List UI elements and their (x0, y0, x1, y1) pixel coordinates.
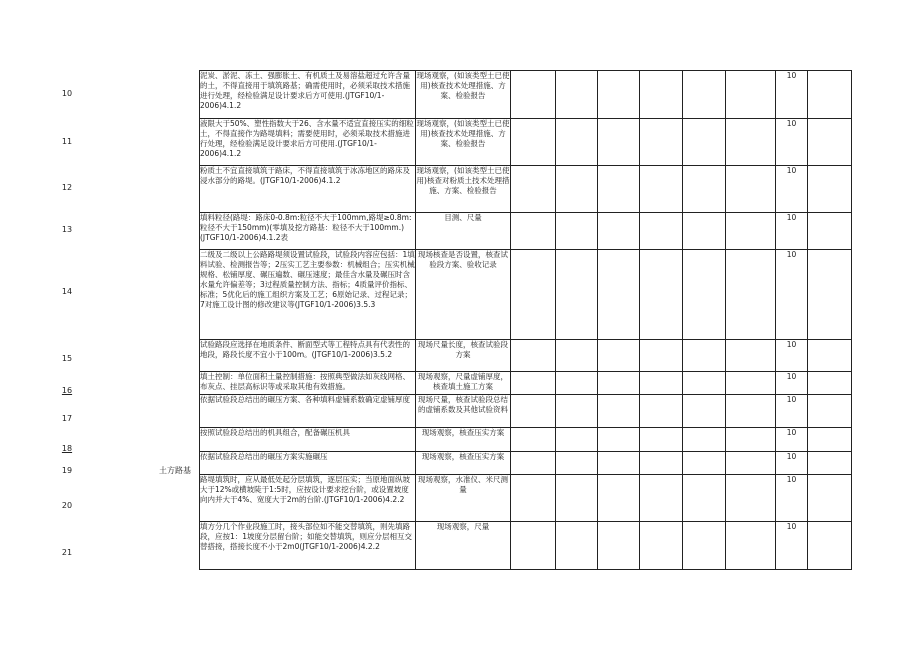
score-cell: 10 (776, 166, 808, 213)
row-number: 21 (61, 548, 73, 557)
empty-cell (683, 452, 726, 475)
row-number: 14 (61, 287, 73, 296)
method-cell: 现场观察，(如该类型土已使用)核查技术处理措施、方案、检验报告 (416, 71, 511, 119)
empty-cell (640, 340, 683, 372)
empty-cell (726, 340, 776, 372)
empty-cell (556, 372, 598, 395)
empty-cell (808, 71, 852, 119)
requirement-cell: 粉质土不宜直接填筑于路床，不得直接填筑于冰冻地区的路床及浸水部分的路堤。(JTGF10/1-2006)4.1.2 (200, 166, 416, 213)
requirement-cell: 填料粒径(路堤：路床0-0.8m:粒径不大于100mm,路堤≥0.8m:粒径不大于150mm)(零填及挖方路基：粒径不大于100mm.)(JTGF10/1-2006)4.1.2表 (200, 213, 416, 250)
empty-cell (726, 166, 776, 213)
row-number: 15 (61, 354, 73, 363)
empty-cell (683, 475, 726, 522)
empty-cell (511, 522, 556, 570)
empty-cell (598, 119, 640, 166)
empty-cell (683, 119, 726, 166)
empty-cell (726, 522, 776, 570)
empty-cell (511, 395, 556, 428)
empty-cell (556, 428, 598, 452)
empty-cell (598, 395, 640, 428)
empty-cell (726, 395, 776, 428)
table-row (200, 452, 852, 475)
table-row (200, 71, 852, 119)
empty-cell (640, 475, 683, 522)
empty-cell (726, 428, 776, 452)
table-row (200, 166, 852, 213)
empty-cell (726, 250, 776, 340)
empty-cell (808, 428, 852, 452)
empty-cell (683, 522, 726, 570)
empty-cell (808, 250, 852, 340)
requirement-cell: 依据试验段总结出的碾压方案实施碾压 (200, 452, 416, 475)
requirement-cell: 液限大于50%、塑性指数大于26、含水量不适宜直接压实的细粒土，不得直接作为路堤填料；需要使用时，必须采取技术措施进行处理，经检验满足设计要求后方可使用.(JTGF10/1-2006)4.1.2 (200, 119, 416, 166)
table-row (200, 119, 852, 166)
empty-cell (598, 522, 640, 570)
table-row (200, 213, 852, 250)
empty-cell (808, 395, 852, 428)
empty-cell (808, 475, 852, 522)
empty-cell (683, 340, 726, 372)
row-number: 13 (61, 225, 73, 234)
empty-cell (640, 250, 683, 340)
row-number: 16 (61, 386, 73, 395)
empty-cell (640, 119, 683, 166)
empty-cell (556, 340, 598, 372)
row-number: 12 (61, 183, 73, 192)
empty-cell (511, 340, 556, 372)
empty-cell (556, 395, 598, 428)
empty-cell (511, 119, 556, 166)
requirement-cell: 按照试验段总结出的机具组合，配备碾压机具 (200, 428, 416, 452)
row-number: 17 (61, 414, 73, 423)
empty-cell (683, 395, 726, 428)
score-cell: 10 (776, 213, 808, 250)
empty-cell (556, 166, 598, 213)
empty-cell (640, 395, 683, 428)
score-cell: 10 (776, 395, 808, 428)
requirement-cell: 路堤填筑时，应从最低处起分层填筑，逐层压实；当原地面纵坡大于12%或横坡陡于1:5时，应按设计要求挖台阶，或设置坡度向内并大于4%、宽度大于2m的台阶.(JTGF10/1-2006)4.2.2 (200, 475, 416, 522)
empty-cell (726, 372, 776, 395)
method-cell: 现场观察，水准仪、米尺测量 (416, 475, 511, 522)
table-row (200, 250, 852, 340)
empty-cell (556, 71, 598, 119)
score-cell: 10 (776, 372, 808, 395)
row-number: 18 (61, 444, 73, 453)
empty-cell (726, 475, 776, 522)
empty-cell (598, 166, 640, 213)
empty-cell (556, 119, 598, 166)
empty-cell (511, 213, 556, 250)
table-row (200, 428, 852, 452)
empty-cell (640, 372, 683, 395)
empty-cell (511, 166, 556, 213)
category-label: 土方路基 (159, 466, 191, 475)
empty-cell (726, 119, 776, 166)
empty-cell (511, 372, 556, 395)
method-cell: 现场观察，尺量 (416, 522, 511, 570)
score-cell: 10 (776, 71, 808, 119)
method-cell: 现场观察，(如该类型土已使用)核查技术处理措施、方案、检验报告 (416, 119, 511, 166)
empty-cell (808, 166, 852, 213)
requirement-cell: 泥炭、淤泥、冻土、强膨胀土、有机质土及易溶盐超过允许含量的土，不得直接用于填筑路基；确需使用时，必须采取技术措施进行处理，经检验满足设计要求后方可使用.(JTGF10/1-2006)4.1.2 (200, 71, 416, 119)
empty-cell (726, 71, 776, 119)
method-cell: 现场核查是否设置，核查试验段方案、验收记录 (416, 250, 511, 340)
empty-cell (556, 452, 598, 475)
empty-cell (808, 452, 852, 475)
empty-cell (683, 71, 726, 119)
method-cell: 现场尺量，核查试验段总结的虚铺系数及其他试验资料 (416, 395, 511, 428)
empty-cell (598, 428, 640, 452)
row-number: 19 (61, 466, 73, 475)
requirement-cell: 填土控制：单位面积土量控制措施：按照典型做法如灰线网格、布灰点、挂层高标识等或采取其他有效措施。 (200, 372, 416, 395)
score-cell: 10 (776, 340, 808, 372)
row-number: 20 (61, 501, 73, 510)
empty-cell (808, 522, 852, 570)
empty-cell (598, 213, 640, 250)
empty-cell (511, 250, 556, 340)
empty-cell (640, 71, 683, 119)
empty-cell (556, 213, 598, 250)
empty-cell (598, 250, 640, 340)
empty-cell (511, 71, 556, 119)
empty-cell (808, 213, 852, 250)
table-row (200, 372, 852, 395)
empty-cell (598, 71, 640, 119)
empty-cell (640, 522, 683, 570)
row-number: 10 (61, 89, 73, 98)
table-row (200, 522, 852, 570)
empty-cell (640, 213, 683, 250)
empty-cell (598, 475, 640, 522)
score-cell: 10 (776, 475, 808, 522)
score-cell: 10 (776, 452, 808, 475)
requirement-cell: 依据试验段总结出的碾压方案、各种填料虚铺系数确定虚铺厚度 (200, 395, 416, 428)
empty-cell (556, 475, 598, 522)
requirement-cell: 填方分几个作业段施工时，接头部位如不能交替填筑，则先填路段，应按1：1坡度分层留台阶；如能交替填筑，则应分层相互交替搭接，搭接长度不小于2m0(JTGF10/1-2006)4.2.2 (200, 522, 416, 570)
empty-cell (598, 340, 640, 372)
table-row (200, 475, 852, 522)
empty-cell (683, 372, 726, 395)
empty-cell (726, 452, 776, 475)
method-cell: 现场观察，(如该类型土已使用)核查对粉质土技术处理措施、方案、检验报告 (416, 166, 511, 213)
empty-cell (598, 452, 640, 475)
empty-cell (808, 372, 852, 395)
empty-cell (640, 452, 683, 475)
empty-cell (640, 428, 683, 452)
empty-cell (511, 475, 556, 522)
requirement-cell: 二级及二级以上公路路堤须设置试验段，试验段内容应包括：1填料试验、检测报告等；2压实工艺主要参数：机械组合；压实机械规格、松铺厚度、碾压遍数、碾压速度；最佳含水量及碾压时含水量允许偏差等；3过程质量控制方法、指标；4质量评价指标、标准；5优化后的施工组织方案及工艺；6原始记录、过程记录；7对施工设计图的修改建议等(JTGF10/1-2006)3.5.3 (200, 250, 416, 340)
empty-cell (556, 522, 598, 570)
method-cell: 现场尺量长度，核查试验段方案 (416, 340, 511, 372)
empty-cell (598, 372, 640, 395)
empty-cell (511, 428, 556, 452)
inspection-table (199, 70, 852, 570)
empty-cell (640, 166, 683, 213)
method-cell: 现场观察，核查压实方案 (416, 428, 511, 452)
empty-cell (726, 213, 776, 250)
empty-cell (683, 166, 726, 213)
empty-cell (683, 428, 726, 452)
empty-cell (683, 213, 726, 250)
score-cell: 10 (776, 250, 808, 340)
empty-cell (808, 119, 852, 166)
empty-cell (683, 250, 726, 340)
row-number: 11 (61, 137, 73, 146)
empty-cell (511, 452, 556, 475)
method-cell: 目测、尺量 (416, 213, 511, 250)
empty-cell (556, 250, 598, 340)
score-cell: 10 (776, 428, 808, 452)
method-cell: 现场观察，尺量虚铺厚度，核查填土施工方案 (416, 372, 511, 395)
method-cell: 现场观察，核查压实方案 (416, 452, 511, 475)
table-row (200, 340, 852, 372)
empty-cell (808, 340, 852, 372)
table-row (200, 395, 852, 428)
requirement-cell: 试验路段应选择在地质条件、断面型式等工程特点具有代表性的地段，路段长度不宜小于100m。(JTGF10/1-2006)3.5.2 (200, 340, 416, 372)
score-cell: 10 (776, 119, 808, 166)
score-cell: 10 (776, 522, 808, 570)
